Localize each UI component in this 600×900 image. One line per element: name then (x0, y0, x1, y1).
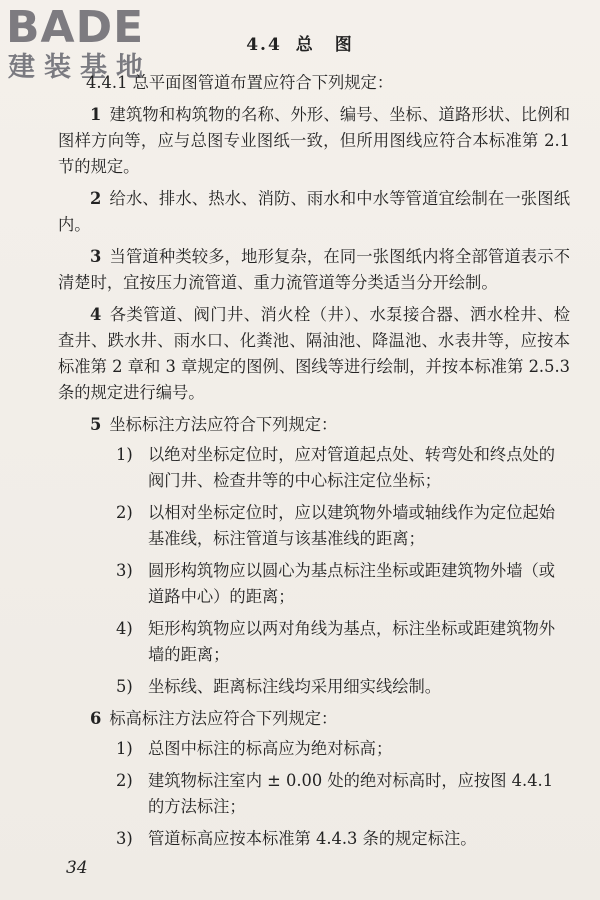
sub-item (58, 616, 570, 668)
sub-item-text: 管道标高应按本标准第 4.4.3 条的规定标注。 (148, 829, 477, 848)
sub-item-text: 建筑物标注室内 ± 0.00 处的绝对标高时，应按图 4.4.1 的方法标注； (148, 771, 554, 816)
sub-item (58, 826, 570, 852)
item-3 (58, 244, 570, 296)
item-text: 给水、排水、热水、消防、雨水和中水等管道宜绘制在一张图纸内。 (58, 189, 570, 234)
logo-wordmark: BADE (6, 2, 145, 53)
item-text: 各类管道、阀门井、消火栓（井）、水泵接合器、洒水栓井、检查井、跌水井、雨水口、化粪池、隔油池、降温池、水表井等，应按本标准第 2 章和 3 章规定的图例、图线等进行绘制，并按本标准第 2.5.3 条的规定进行编号。 (58, 305, 570, 402)
sub-item (58, 768, 570, 820)
item-number: 5 (90, 415, 102, 434)
sub-item (58, 736, 570, 762)
item-6 (58, 706, 570, 732)
sub-item-label: 5) (116, 677, 133, 696)
sub-item-label: 2) (116, 503, 133, 522)
sub-item-text: 以绝对坐标定位时，应对管道起点处、转弯处和终点处的阀门井、检查井等的中心标注定位坐标； (148, 445, 556, 490)
item-2 (58, 186, 570, 238)
sub-item-label: 1) (116, 445, 133, 464)
section-title-char-1: 总 (295, 35, 315, 55)
sub-item-label: 2) (116, 771, 133, 790)
item-text: 当管道种类较多，地形复杂，在同一张图纸内将全部管道表示不清楚时，宜按压力流管道、重力流管道等分类适当分开绘制。 (58, 247, 570, 292)
sub-item-text: 以相对坐标定位时，应以建筑物外墙或轴线作为定位起始基准线，标注管道与该基准线的距离； (148, 503, 556, 548)
item-number: 2 (90, 189, 102, 208)
item-number: 4 (90, 305, 102, 324)
sub-item (58, 674, 570, 700)
sub-item-label: 1) (116, 739, 133, 758)
section-heading (0, 30, 600, 55)
sub-item-label: 4) (116, 619, 133, 638)
sub-item-label: 3) (116, 561, 133, 580)
sub-item-text: 圆形构筑物应以圆心为基点标注坐标或距建筑物外墙（或道路中心）的距离； (148, 561, 556, 606)
clause-intro: 4.4.1 总平面图管道布置应符合下列规定： (86, 73, 394, 92)
item-5 (58, 412, 570, 438)
item-text: 建筑物和构筑物的名称、外形、编号、坐标、道路形状、比例和图样方向等，应与总图专业图纸一致，但所用图线应符合本标准第 2.1 节的规定。 (58, 105, 570, 176)
sub-item (58, 558, 570, 610)
item-text: 标高标注方法应符合下列规定： (109, 709, 338, 728)
section-body (58, 70, 570, 858)
sub-item-text: 坐标线、距离标注线均采用细实线绘制。 (148, 677, 442, 696)
sub-item-label: 3) (116, 829, 133, 848)
sub-item-text: 总图中标注的标高应为绝对标高； (148, 739, 393, 758)
item-number: 6 (90, 709, 102, 728)
sub-item (58, 500, 570, 552)
logo-chinese: 建装基地 (8, 52, 152, 83)
item-4 (58, 302, 570, 406)
item-number: 3 (90, 247, 102, 266)
item-1 (58, 102, 570, 180)
section-number: 4.4 (246, 35, 282, 55)
section-title-char-2: 图 (334, 35, 354, 55)
sub-item-text: 矩形构筑物应以两对角线为基点，标注坐标或距建筑物外墙的距离； (148, 619, 556, 664)
item-text: 坐标标注方法应符合下列规定： (109, 415, 338, 434)
item-number: 1 (90, 105, 102, 124)
page-number: 34 (66, 858, 88, 878)
sub-item (58, 442, 570, 494)
